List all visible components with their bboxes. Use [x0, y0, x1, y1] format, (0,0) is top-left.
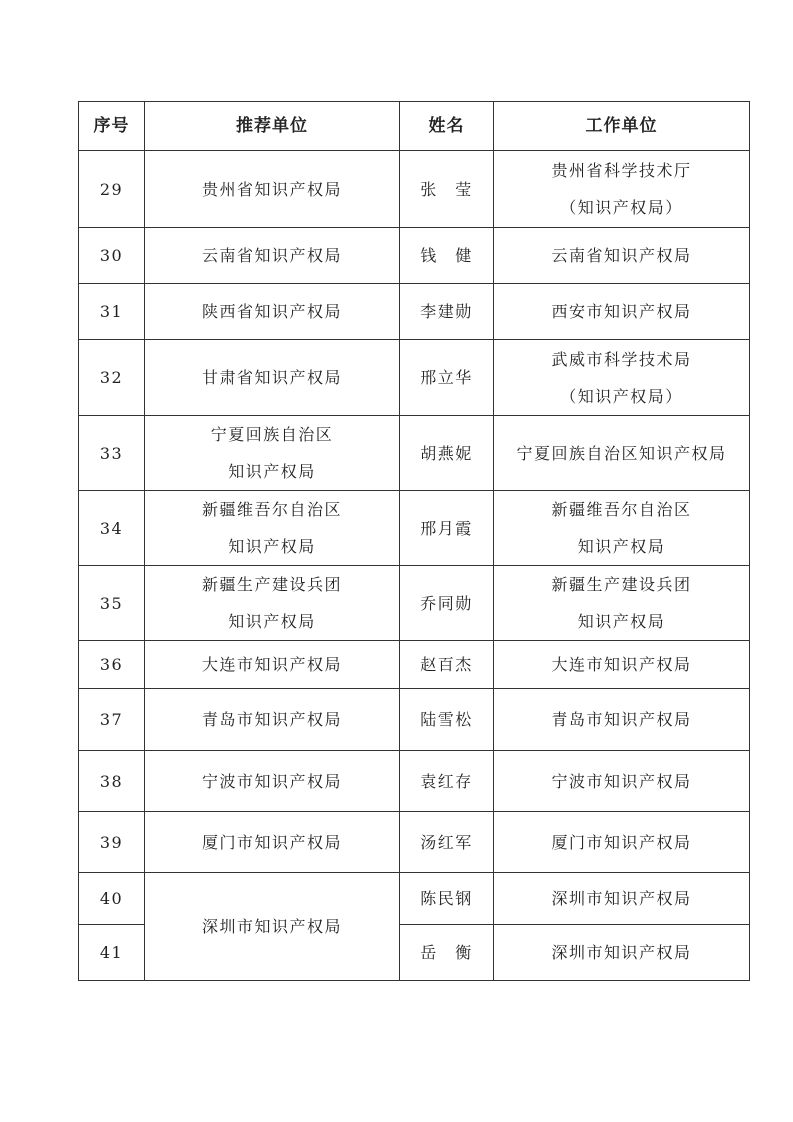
work-line: 武威市科学技术局: [551, 349, 692, 369]
row-number: 32: [79, 340, 145, 416]
recommending-unit: [145, 151, 400, 228]
unit-line: 知识产权局: [228, 462, 316, 481]
recommending-unit: [145, 228, 400, 284]
work-unit: [494, 873, 750, 925]
work-line: （知识产权局）: [560, 198, 683, 217]
header-unit: 推荐单位: [145, 102, 400, 151]
work-line: 深圳市知识产权局: [551, 943, 692, 962]
nominee-table: [78, 101, 750, 981]
table-row: [79, 751, 750, 812]
table-row: [79, 641, 750, 689]
work-line: 新疆维吾尔自治区: [551, 500, 692, 519]
person-name: 胡燕妮: [400, 416, 494, 491]
work-line: 西安市知识产权局: [551, 302, 692, 321]
table-row: [79, 228, 750, 284]
work-unit: [494, 416, 750, 491]
work-line: 宁波市知识产权局: [551, 771, 692, 791]
header-work: 工作单位: [494, 102, 750, 151]
recommending-unit: [145, 340, 400, 416]
row-number: 40: [79, 873, 145, 925]
unit-line: 深圳市知识产权局: [201, 917, 342, 936]
header-row: [79, 102, 750, 151]
row-number: 29: [79, 151, 145, 228]
table-row: [79, 873, 750, 925]
work-line: 宁夏回族自治区知识产权局: [516, 443, 727, 463]
unit-line: 青岛市知识产权局: [201, 710, 342, 729]
unit-line: 陕西省知识产权局: [201, 302, 342, 321]
table-row: [79, 491, 750, 566]
work-unit: [494, 641, 750, 689]
table-row: [79, 284, 750, 340]
person-name: 张 莹: [400, 151, 494, 228]
work-line: （知识产权局）: [560, 386, 683, 406]
work-unit: [494, 228, 750, 284]
table-row: [79, 689, 750, 751]
person-name: 赵百杰: [400, 641, 494, 689]
person-name: 袁红存: [400, 751, 494, 812]
unit-line: 宁波市知识产权局: [201, 771, 342, 791]
row-number: 34: [79, 491, 145, 566]
work-unit: [494, 491, 750, 566]
work-unit: [494, 566, 750, 641]
row-number: 33: [79, 416, 145, 491]
unit-line: 大连市知识产权局: [201, 655, 342, 674]
unit-line: 甘肃省知识产权局: [201, 368, 342, 387]
table-row: [79, 416, 750, 491]
work-unit: [494, 925, 750, 981]
unit-line: 贵州省知识产权局: [201, 179, 342, 199]
row-number: 39: [79, 812, 145, 873]
work-unit: [494, 751, 750, 812]
work-line: 贵州省科学技术厅: [551, 161, 692, 180]
work-line: 新疆生产建设兵团: [551, 575, 692, 594]
unit-line: 云南省知识产权局: [201, 246, 342, 265]
row-number: 37: [79, 689, 145, 751]
person-name: 钱 健: [400, 228, 494, 284]
work-unit: [494, 284, 750, 340]
work-unit: [494, 812, 750, 873]
recommending-unit: [145, 812, 400, 873]
work-line: 知识产权局: [577, 537, 666, 556]
recommending-unit: [145, 284, 400, 340]
header-name: 姓名: [400, 102, 494, 151]
row-number: 36: [79, 641, 145, 689]
recommending-unit: [145, 873, 400, 981]
person-name: 邢月霞: [400, 491, 494, 566]
recommending-unit: [145, 641, 400, 689]
unit-line: 厦门市知识产权局: [201, 832, 342, 852]
work-line: 青岛市知识产权局: [551, 710, 692, 729]
work-line: 知识产权局: [577, 612, 666, 631]
work-unit: [494, 340, 750, 416]
work-line: 厦门市知识产权局: [551, 832, 692, 852]
work-line: 大连市知识产权局: [551, 655, 692, 674]
person-name: 陆雪松: [400, 689, 494, 751]
person-name: 邢立华: [400, 340, 494, 416]
person-name: 李建勋: [400, 284, 494, 340]
table-row: [79, 340, 750, 416]
row-number: 41: [79, 925, 145, 981]
person-name: 陈民钢: [400, 873, 494, 925]
row-number: 31: [79, 284, 145, 340]
person-name: 岳 衡: [400, 925, 494, 981]
recommending-unit: [145, 751, 400, 812]
table-row: [79, 566, 750, 641]
unit-line: 新疆维吾尔自治区: [201, 500, 342, 519]
table-row: [79, 151, 750, 228]
recommending-unit: [145, 416, 400, 491]
unit-line: 知识产权局: [228, 537, 316, 556]
row-number: 35: [79, 566, 145, 641]
work-line: 云南省知识产权局: [551, 246, 692, 265]
unit-line: 知识产权局: [228, 612, 316, 631]
row-number: 38: [79, 751, 145, 812]
unit-line: 宁夏回族自治区: [210, 425, 334, 444]
work-line: 深圳市知识产权局: [551, 889, 692, 908]
unit-line: 新疆生产建设兵团: [201, 575, 342, 594]
recommending-unit: [145, 566, 400, 641]
table-row: [79, 812, 750, 873]
row-number: 30: [79, 228, 145, 284]
header-no: 序号: [79, 102, 145, 151]
person-name: 乔同勋: [400, 566, 494, 641]
recommending-unit: [145, 491, 400, 566]
person-name: 汤红军: [400, 812, 494, 873]
recommending-unit: [145, 689, 400, 751]
work-unit: [494, 689, 750, 751]
work-unit: [494, 151, 750, 228]
